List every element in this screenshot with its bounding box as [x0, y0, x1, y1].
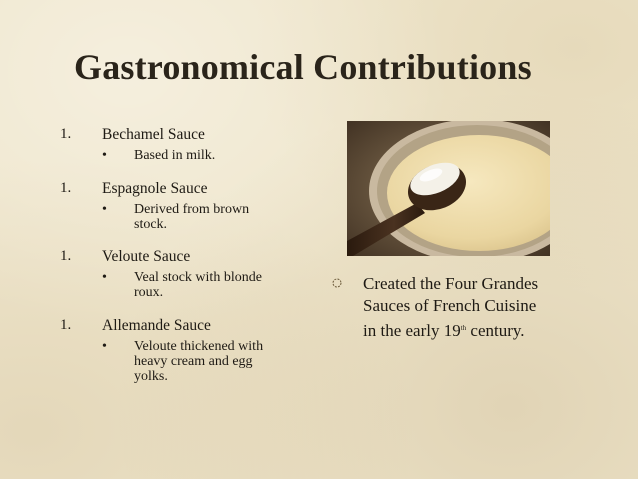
bullet-icon: • [102, 202, 107, 217]
sub-bullet-text: Based in milk. [134, 148, 216, 163]
item-number: 1. [60, 180, 72, 196]
item-number: 1. [60, 126, 72, 142]
sub-bullet-text: heavy cream and egg [134, 354, 253, 369]
bullet-icon: • [102, 270, 107, 285]
open-circle-icon [332, 278, 342, 288]
sub-bullet-text: Veloute thickened with [134, 339, 264, 354]
sub-bullet-text: Derived from brown [134, 202, 250, 217]
item-number: 1. [60, 317, 72, 333]
sub-bullet-text: stock. [134, 217, 168, 232]
sub-bullet-text: yolks. [134, 369, 168, 384]
item-label: Allemande Sauce [102, 317, 211, 334]
item-label: Espagnole Sauce [102, 180, 208, 197]
bullet-icon: • [102, 339, 107, 354]
item-number: 1. [60, 248, 72, 264]
sauce-pan-image [347, 121, 550, 256]
sub-bullet [102, 202, 292, 232]
sub-bullet [102, 148, 292, 163]
sub-bullet [102, 339, 292, 384]
superscript-th: th [460, 324, 467, 332]
item-label: Veloute Sauce [102, 248, 191, 265]
sauce-pan-photo [347, 121, 550, 256]
right-text-part: century. [466, 321, 525, 340]
bullet-icon: • [102, 148, 107, 163]
sub-bullet-text: roux. [134, 285, 164, 300]
sub-bullet-text: Veal stock with blonde [134, 270, 262, 285]
right-text-line [363, 317, 602, 342]
right-text-line: Sauces of French Cuisine [363, 296, 537, 315]
right-text-line: Created the Four Grandes [363, 274, 539, 293]
right-bullet-block [332, 273, 602, 342]
right-text-part: in the early 19 [363, 321, 461, 340]
sub-bullet [102, 270, 292, 300]
item-label: Bechamel Sauce [102, 126, 205, 143]
slide-title: Gastronomical Contributions [74, 47, 532, 87]
